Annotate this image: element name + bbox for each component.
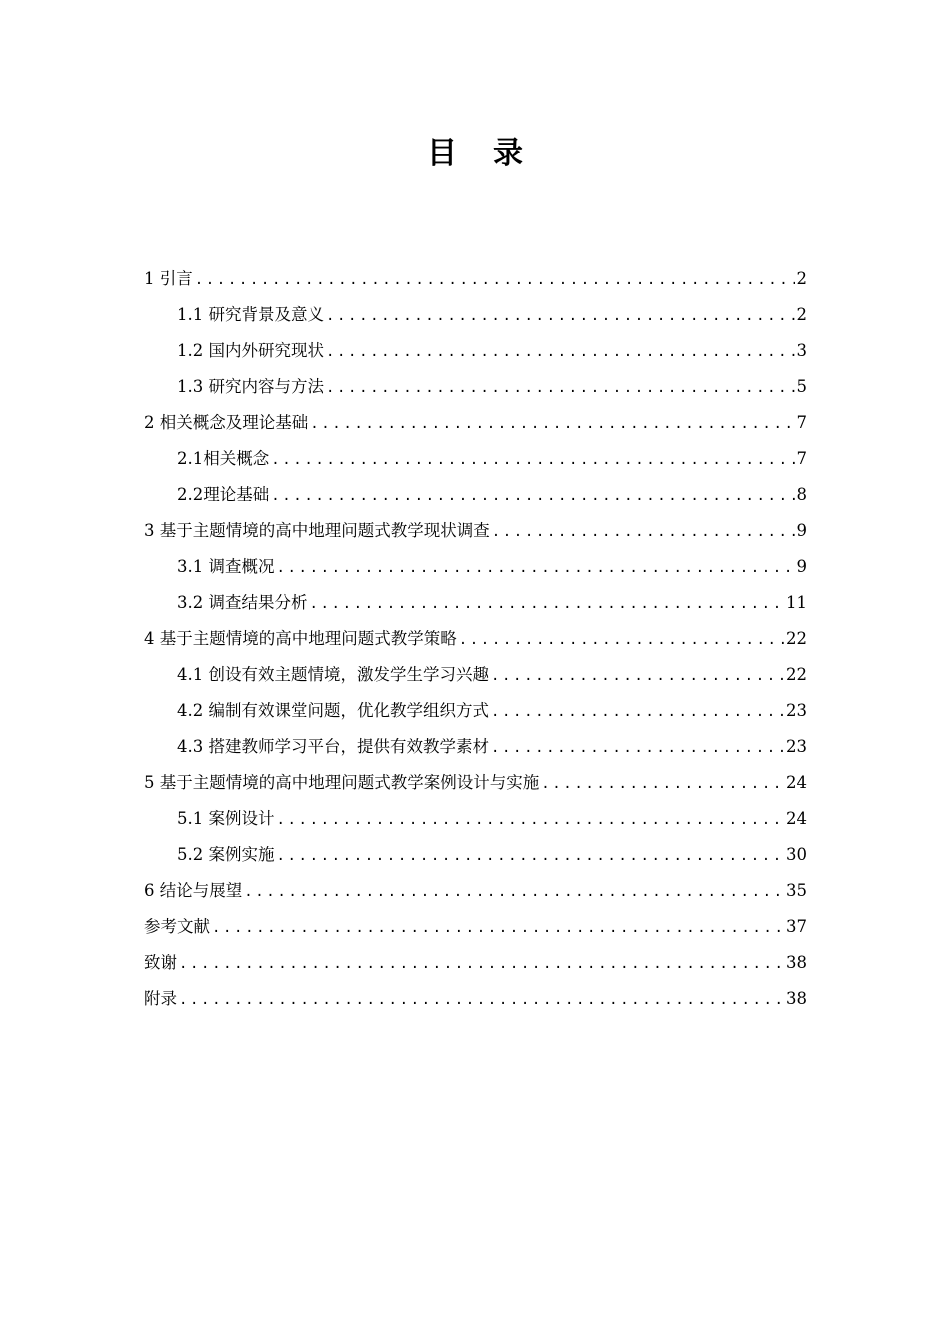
toc-entry[interactable]	[144, 874, 807, 910]
toc-entry-label: 2.2理论基础	[177, 485, 270, 504]
toc-entry-label: 2 相关概念及理论基础	[144, 413, 309, 432]
table-of-contents	[144, 262, 807, 1018]
toc-entry[interactable]	[144, 982, 807, 1018]
toc-leader-dots	[326, 335, 795, 369]
toc-entry[interactable]	[144, 838, 807, 874]
toc-entry-label: 2.1相关概念	[177, 449, 270, 468]
toc-entry-page-number: 5	[796, 377, 807, 396]
toc-entry-label: 附录	[144, 989, 177, 1008]
toc-entry-label: 5.2 案例实施	[177, 845, 275, 864]
toc-leader-dots	[277, 803, 785, 837]
toc-entry[interactable]	[144, 586, 807, 622]
toc-leader-dots	[271, 479, 794, 513]
toc-entry-page-number: 38	[786, 989, 807, 1008]
page-title	[0, 128, 950, 172]
toc-entry[interactable]	[144, 334, 807, 370]
toc-entry-label: 4.3 搭建教师学习平台，提供有效教学素材	[177, 737, 489, 756]
toc-entry-page-number: 22	[786, 665, 807, 684]
toc-entry[interactable]	[144, 370, 807, 406]
toc-entry[interactable]	[144, 262, 807, 298]
toc-entry[interactable]	[144, 766, 807, 802]
toc-entry-label: 5.1 案例设计	[177, 809, 275, 828]
toc-entry-label: 致谢	[144, 953, 177, 972]
toc-entry-label: 1.3 研究内容与方法	[177, 377, 324, 396]
toc-entry-page-number: 8	[796, 485, 807, 504]
toc-entry-label: 5 基于主题情境的高中地理问题式教学案例设计与实施	[144, 773, 540, 792]
toc-entry-page-number: 22	[786, 629, 807, 648]
toc-entry-page-number: 35	[786, 881, 807, 900]
toc-leader-dots	[326, 371, 795, 405]
toc-leader-dots	[310, 587, 785, 621]
toc-entry[interactable]	[144, 298, 807, 334]
toc-entry-page-number: 11	[786, 593, 807, 612]
toc-entry[interactable]	[144, 946, 807, 982]
toc-entry-page-number: 7	[796, 413, 807, 432]
toc-leader-dots	[271, 443, 794, 477]
toc-entry-page-number: 2	[796, 269, 807, 288]
title-char-2: 录	[493, 136, 523, 171]
toc-entry-page-number: 7	[796, 449, 807, 468]
toc-leader-dots	[179, 947, 784, 981]
toc-entry-label: 4 基于主题情境的高中地理问题式教学策略	[144, 629, 457, 648]
toc-leader-dots	[326, 299, 795, 333]
toc-entry[interactable]	[144, 658, 807, 694]
toc-entry[interactable]	[144, 406, 807, 442]
toc-entry[interactable]	[144, 478, 807, 514]
toc-entry-label: 3 基于主题情境的高中地理问题式教学现状调查	[144, 521, 490, 540]
toc-leader-dots	[541, 767, 784, 801]
toc-leader-dots	[212, 911, 784, 945]
toc-entry[interactable]	[144, 802, 807, 838]
toc-entry-label: 4.1 创设有效主题情境，激发学生学习兴趣	[177, 665, 489, 684]
toc-leader-dots	[492, 515, 795, 549]
title-char-1: 目	[427, 136, 457, 171]
toc-leader-dots	[459, 623, 784, 657]
toc-entry-page-number: 3	[796, 341, 807, 360]
toc-entry-label: 3.2 调查结果分析	[177, 593, 308, 612]
toc-leader-dots	[491, 659, 784, 693]
toc-leader-dots	[491, 731, 784, 765]
toc-entry-page-number: 24	[786, 809, 807, 828]
toc-entry-label: 3.1 调查概况	[177, 557, 275, 576]
toc-entry-page-number: 30	[786, 845, 807, 864]
toc-entry-page-number: 2	[796, 305, 807, 324]
toc-entry-label: 1.2 国内外研究现状	[177, 341, 324, 360]
toc-leader-dots	[244, 875, 784, 909]
toc-entry-label: 6 结论与展望	[144, 881, 243, 900]
toc-entry-page-number: 37	[786, 917, 807, 936]
toc-entry[interactable]	[144, 622, 807, 658]
toc-entry-page-number: 23	[786, 737, 807, 756]
toc-entry[interactable]	[144, 514, 807, 550]
toc-entry-label: 4.2 编制有效课堂问题，优化教学组织方式	[177, 701, 489, 720]
toc-entry-page-number: 24	[786, 773, 807, 792]
toc-leader-dots	[195, 263, 795, 297]
toc-entry-page-number: 9	[796, 521, 807, 540]
toc-leader-dots	[491, 695, 784, 729]
toc-entry-label: 1 引言	[144, 269, 193, 288]
toc-entry-label: 1.1 研究背景及意义	[177, 305, 324, 324]
toc-leader-dots	[310, 407, 794, 441]
toc-entry[interactable]	[144, 730, 807, 766]
toc-entry[interactable]	[144, 910, 807, 946]
toc-entry-page-number: 38	[786, 953, 807, 972]
toc-entry-page-number: 9	[796, 557, 807, 576]
toc-entry[interactable]	[144, 550, 807, 586]
toc-leader-dots	[277, 839, 785, 873]
toc-entry[interactable]	[144, 442, 807, 478]
toc-entry[interactable]	[144, 694, 807, 730]
toc-entry-label: 参考文献	[144, 917, 210, 936]
toc-entry-page-number: 23	[786, 701, 807, 720]
toc-leader-dots	[277, 551, 795, 585]
toc-leader-dots	[179, 983, 784, 1017]
